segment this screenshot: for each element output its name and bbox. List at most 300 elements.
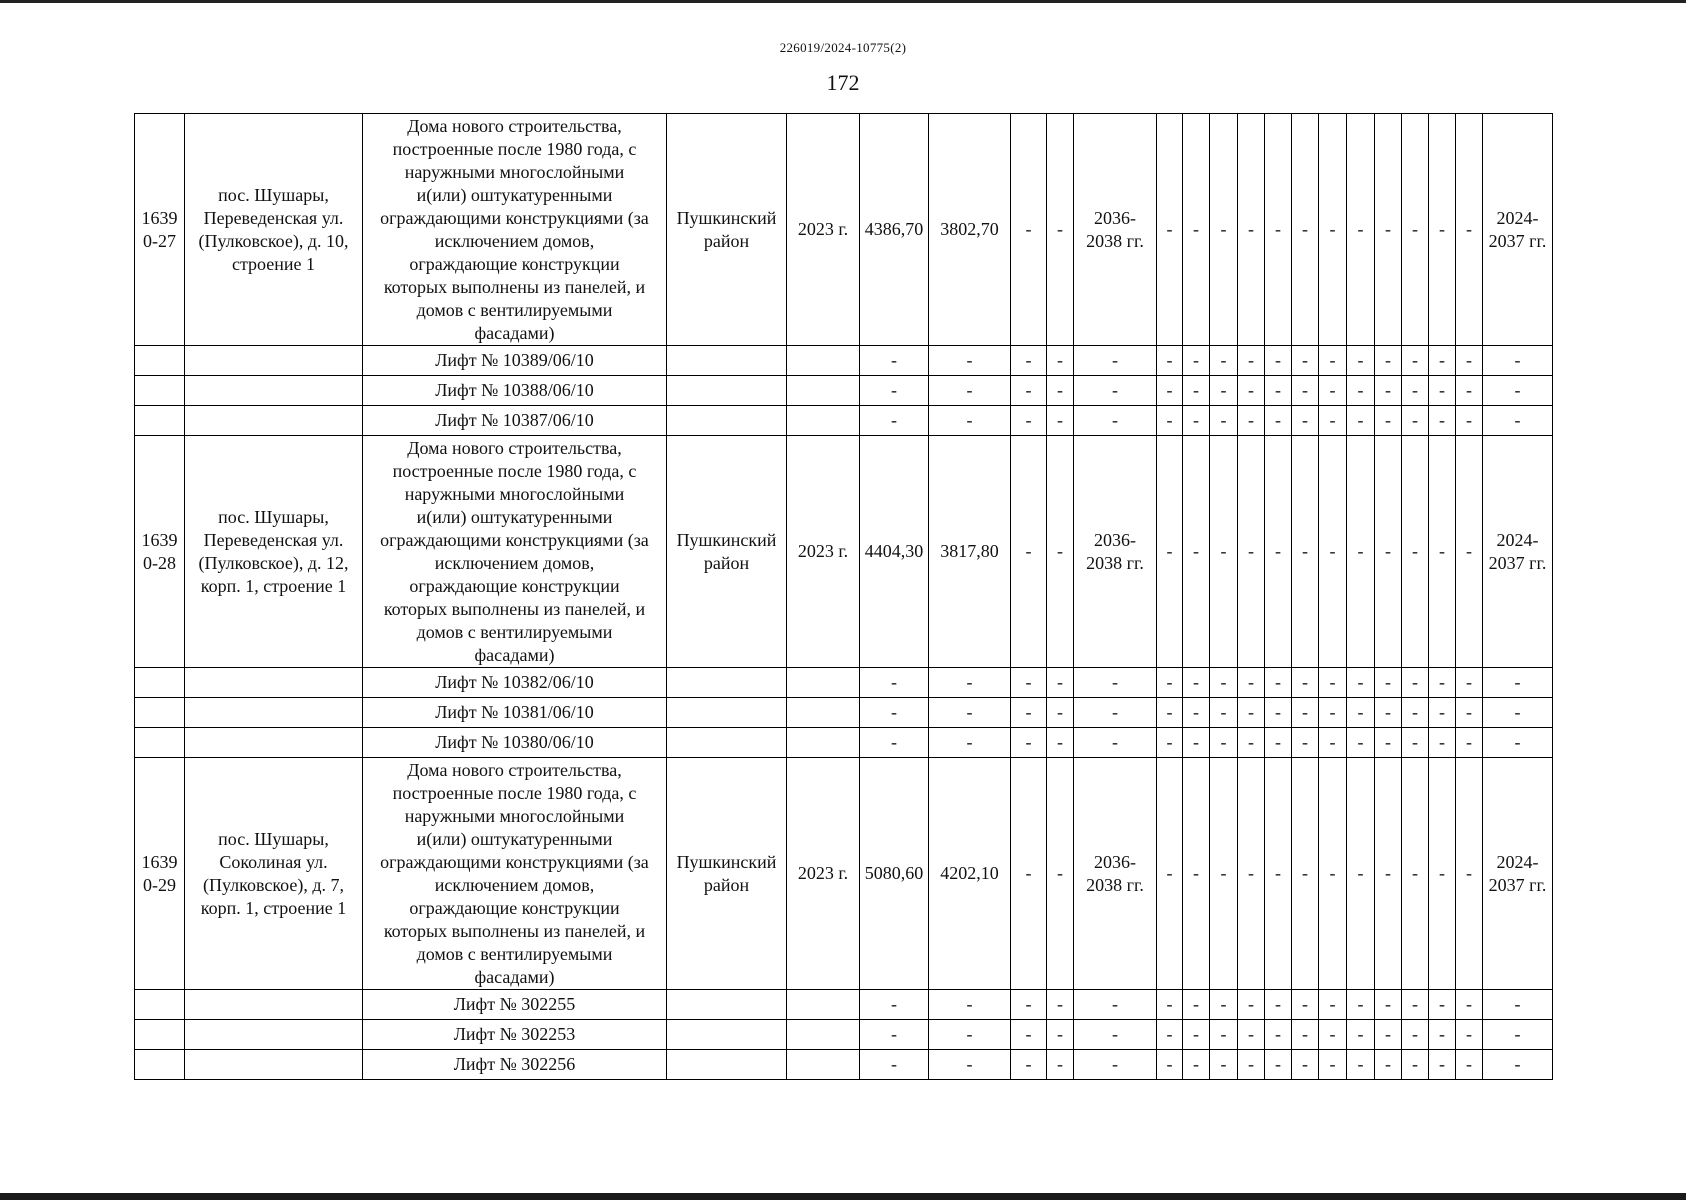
repair-term-line: 2038 гг. bbox=[1086, 552, 1144, 573]
dash-cell: - bbox=[1210, 346, 1238, 376]
dash-cell: - bbox=[1210, 698, 1238, 728]
building-address bbox=[185, 758, 363, 990]
dash-cell: - bbox=[1157, 114, 1183, 346]
dash-cell: - bbox=[1074, 346, 1157, 376]
dash-cell: - bbox=[1429, 346, 1456, 376]
building-description bbox=[363, 436, 667, 668]
building-district bbox=[667, 114, 787, 346]
dash-cell: - bbox=[1402, 436, 1429, 668]
empty-cell bbox=[787, 1020, 860, 1050]
building-living-area: 3817,80 bbox=[929, 436, 1011, 668]
building-address-line: Соколиная ул. bbox=[219, 851, 328, 872]
lift-row bbox=[135, 376, 1553, 406]
dash-cell: - bbox=[1402, 1050, 1429, 1080]
lift-row bbox=[135, 1020, 1553, 1050]
dash-cell: - bbox=[1292, 1050, 1319, 1080]
dash-cell: - bbox=[1183, 758, 1210, 990]
dash-cell: - bbox=[1483, 698, 1553, 728]
building-living-area: 4202,10 bbox=[929, 758, 1011, 990]
dash-cell: - bbox=[1157, 346, 1183, 376]
dash-cell: - bbox=[860, 1050, 929, 1080]
dash-cell: - bbox=[1319, 668, 1347, 698]
empty-cell bbox=[787, 346, 860, 376]
building-description bbox=[363, 114, 667, 346]
building-plan-term bbox=[1483, 758, 1553, 990]
building-id-line: 1639 bbox=[141, 529, 178, 550]
dash-cell: - bbox=[1011, 406, 1047, 436]
lift-name: Лифт № 302255 bbox=[363, 990, 667, 1020]
dash-cell: - bbox=[1347, 1020, 1375, 1050]
repair-term-line: 2036- bbox=[1094, 529, 1136, 550]
building-description-line: и(или) оштукатуренными bbox=[416, 184, 613, 205]
scan-top-edge bbox=[0, 0, 1686, 3]
dash-cell: - bbox=[1347, 346, 1375, 376]
lift-row bbox=[135, 668, 1553, 698]
dash-cell: - bbox=[1047, 1020, 1074, 1050]
building-district-line: район bbox=[703, 230, 750, 251]
dash-cell: - bbox=[1319, 436, 1347, 668]
lift-row bbox=[135, 728, 1553, 758]
dash-cell: - bbox=[1074, 376, 1157, 406]
dash-cell: - bbox=[1074, 728, 1157, 758]
building-address-line: пос. Шушары, bbox=[218, 828, 329, 849]
building-district-line: район bbox=[703, 552, 750, 573]
plan-term-line: 2037 гг. bbox=[1488, 874, 1547, 895]
dash-cell: - bbox=[1292, 346, 1319, 376]
building-plan-term bbox=[1483, 436, 1553, 668]
dash-cell: - bbox=[1011, 668, 1047, 698]
plan-term-line: 2037 гг. bbox=[1488, 230, 1547, 251]
dash-cell: - bbox=[1456, 1020, 1483, 1050]
dash-cell: - bbox=[1265, 346, 1292, 376]
building-description-line: наружными многослойными bbox=[404, 483, 625, 504]
empty-cell bbox=[185, 346, 363, 376]
dash-cell: - bbox=[1347, 668, 1375, 698]
building-id bbox=[135, 436, 185, 668]
building-description-line: ограждающими конструкциями (за bbox=[380, 851, 649, 872]
dash-cell: - bbox=[1456, 990, 1483, 1020]
building-address-line: пос. Шушары, bbox=[218, 506, 329, 527]
dash-cell: - bbox=[1429, 698, 1456, 728]
building-description-line: построенные после 1980 года, с bbox=[392, 460, 637, 481]
empty-cell bbox=[185, 1020, 363, 1050]
empty-cell bbox=[135, 1020, 185, 1050]
dash-cell: - bbox=[1047, 990, 1074, 1020]
empty-cell bbox=[787, 406, 860, 436]
dash-cell: - bbox=[1047, 406, 1074, 436]
dash-cell: - bbox=[1456, 114, 1483, 346]
dash-cell: - bbox=[929, 728, 1011, 758]
building-description-line: которых выполнены из панелей, и bbox=[383, 276, 646, 297]
lift-name: Лифт № 10381/06/10 bbox=[363, 698, 667, 728]
building-description-line: домов с вентилируемыми bbox=[416, 299, 613, 320]
dash-cell: - bbox=[1429, 436, 1456, 668]
dash-cell: - bbox=[1375, 990, 1402, 1020]
dash-cell: - bbox=[1210, 114, 1238, 346]
dash-cell: - bbox=[1319, 406, 1347, 436]
dash-cell: - bbox=[1319, 114, 1347, 346]
dash-cell: - bbox=[1292, 436, 1319, 668]
building-plan-term bbox=[1483, 114, 1553, 346]
building-id-line: 0-29 bbox=[143, 874, 176, 895]
building-total-area: 5080,60 bbox=[860, 758, 929, 990]
dash-cell: - bbox=[1011, 1020, 1047, 1050]
empty-cell bbox=[787, 1050, 860, 1080]
dash-cell: - bbox=[1483, 1050, 1553, 1080]
repair-term-line: 2038 гг. bbox=[1086, 874, 1144, 895]
dash-cell: - bbox=[1375, 376, 1402, 406]
building-address-line: (Пулковское), д. 10, bbox=[198, 230, 349, 251]
dash-cell: - bbox=[1375, 1050, 1402, 1080]
building-description-line: исключением домов, bbox=[434, 230, 595, 251]
dash-cell: - bbox=[1210, 376, 1238, 406]
dash-cell: - bbox=[929, 990, 1011, 1020]
dash-cell: - bbox=[1238, 668, 1265, 698]
empty-cell bbox=[185, 698, 363, 728]
dash-cell: - bbox=[1157, 728, 1183, 758]
dash-cell: - bbox=[1183, 406, 1210, 436]
building-address bbox=[185, 436, 363, 668]
dash-cell: - bbox=[860, 376, 929, 406]
empty-cell bbox=[135, 698, 185, 728]
dash-cell: - bbox=[1011, 728, 1047, 758]
dash-cell: - bbox=[1265, 728, 1292, 758]
plan-term-line: 2024- bbox=[1496, 529, 1539, 550]
dash-cell: - bbox=[1047, 728, 1074, 758]
dash-cell: - bbox=[860, 406, 929, 436]
dash-cell: - bbox=[1210, 1050, 1238, 1080]
building-description-line: ограждающие конструкции bbox=[409, 575, 620, 596]
empty-cell bbox=[135, 406, 185, 436]
dash-cell: - bbox=[1074, 698, 1157, 728]
dash-cell: - bbox=[1292, 668, 1319, 698]
building-id bbox=[135, 114, 185, 346]
dash-cell: - bbox=[860, 668, 929, 698]
building-repair-term bbox=[1074, 114, 1157, 346]
dash-cell: - bbox=[1429, 114, 1456, 346]
building-address-line: (Пулковское), д. 12, bbox=[198, 552, 349, 573]
building-description-line: наружными многослойными bbox=[404, 161, 625, 182]
dash-cell: - bbox=[1183, 668, 1210, 698]
dash-cell: - bbox=[1210, 990, 1238, 1020]
dash-cell: - bbox=[1429, 376, 1456, 406]
dash-cell: - bbox=[1238, 990, 1265, 1020]
empty-cell bbox=[667, 406, 787, 436]
dash-cell: - bbox=[1375, 668, 1402, 698]
dash-cell: - bbox=[1238, 1050, 1265, 1080]
dash-cell: - bbox=[1347, 406, 1375, 436]
building-description-line: домов с вентилируемыми bbox=[416, 943, 613, 964]
dash-cell: - bbox=[1265, 436, 1292, 668]
building-description-line: ограждающими конструкциями (за bbox=[380, 207, 649, 228]
building-address-line: Переведенская ул. bbox=[203, 529, 344, 550]
building-description-line: построенные после 1980 года, с bbox=[392, 138, 637, 159]
building-district-line: Пушкинский bbox=[676, 207, 777, 228]
building-address bbox=[185, 114, 363, 346]
dash-cell: - bbox=[860, 1020, 929, 1050]
building-year: 2023 г. bbox=[787, 758, 860, 990]
dash-cell: - bbox=[1456, 346, 1483, 376]
dash-cell: - bbox=[1183, 346, 1210, 376]
empty-cell bbox=[185, 376, 363, 406]
building-total-area: 4386,70 bbox=[860, 114, 929, 346]
building-description-line: которых выполнены из панелей, и bbox=[383, 598, 646, 619]
dash-cell: - bbox=[929, 1050, 1011, 1080]
plan-term-line: 2037 гг. bbox=[1488, 552, 1547, 573]
dash-cell: - bbox=[1157, 406, 1183, 436]
building-description-line: ограждающими конструкциями (за bbox=[380, 529, 649, 550]
building-address-line: корп. 1, строение 1 bbox=[200, 897, 347, 918]
building-row bbox=[135, 758, 1553, 990]
dash-cell: - bbox=[1402, 376, 1429, 406]
repair-term-line: 2036- bbox=[1094, 851, 1136, 872]
building-description bbox=[363, 758, 667, 990]
empty-cell bbox=[135, 376, 185, 406]
dash-cell: - bbox=[1265, 990, 1292, 1020]
dash-cell: - bbox=[1319, 376, 1347, 406]
dash-cell: - bbox=[1265, 758, 1292, 990]
dash-cell: - bbox=[1347, 758, 1375, 990]
building-description-line: фасадами) bbox=[474, 322, 555, 343]
dash-cell: - bbox=[1429, 406, 1456, 436]
dash-cell: - bbox=[1375, 728, 1402, 758]
dash-cell: - bbox=[1292, 728, 1319, 758]
lift-row bbox=[135, 1050, 1553, 1080]
dash-cell: - bbox=[1011, 1050, 1047, 1080]
empty-cell bbox=[135, 668, 185, 698]
lift-name: Лифт № 10388/06/10 bbox=[363, 376, 667, 406]
building-year: 2023 г. bbox=[787, 114, 860, 346]
page-number: 172 bbox=[826, 70, 860, 95]
dash-cell: - bbox=[1265, 1020, 1292, 1050]
dash-cell: - bbox=[1238, 406, 1265, 436]
dash-cell: - bbox=[1011, 346, 1047, 376]
dash-cell: - bbox=[1047, 1050, 1074, 1080]
dash-cell: - bbox=[1047, 436, 1074, 668]
dash-cell: - bbox=[1265, 668, 1292, 698]
building-description-line: Дома нового строительства, bbox=[407, 115, 622, 136]
dash-cell: - bbox=[1319, 1050, 1347, 1080]
building-repair-term bbox=[1074, 436, 1157, 668]
dash-cell: - bbox=[1402, 1020, 1429, 1050]
dash-cell: - bbox=[1483, 406, 1553, 436]
lift-name: Лифт № 10389/06/10 bbox=[363, 346, 667, 376]
empty-cell bbox=[667, 346, 787, 376]
dash-cell: - bbox=[860, 728, 929, 758]
dash-cell: - bbox=[1375, 346, 1402, 376]
building-description-line: ограждающие конструкции bbox=[409, 897, 620, 918]
dash-cell: - bbox=[1238, 1020, 1265, 1050]
plan-term-line: 2024- bbox=[1496, 207, 1539, 228]
empty-cell bbox=[185, 668, 363, 698]
dash-cell: - bbox=[1047, 698, 1074, 728]
building-id bbox=[135, 758, 185, 990]
dash-cell: - bbox=[1047, 376, 1074, 406]
dash-cell: - bbox=[1238, 698, 1265, 728]
dash-cell: - bbox=[1238, 346, 1265, 376]
dash-cell: - bbox=[1483, 668, 1553, 698]
dash-cell: - bbox=[1483, 728, 1553, 758]
building-address-line: корп. 1, строение 1 bbox=[200, 575, 347, 596]
building-id-line: 0-28 bbox=[143, 552, 176, 573]
dash-cell: - bbox=[1074, 990, 1157, 1020]
dash-cell: - bbox=[1319, 1020, 1347, 1050]
building-description-line: фасадами) bbox=[474, 644, 555, 665]
building-description-line: которых выполнены из панелей, и bbox=[383, 920, 646, 941]
empty-cell bbox=[135, 728, 185, 758]
lift-row bbox=[135, 406, 1553, 436]
dash-cell: - bbox=[1402, 758, 1429, 990]
dash-cell: - bbox=[1319, 728, 1347, 758]
building-description-line: Дома нового строительства, bbox=[407, 759, 622, 780]
dash-cell: - bbox=[1238, 436, 1265, 668]
empty-cell bbox=[135, 990, 185, 1020]
dash-cell: - bbox=[1347, 990, 1375, 1020]
dash-cell: - bbox=[1011, 114, 1047, 346]
repair-term-line: 2036- bbox=[1094, 207, 1136, 228]
dash-cell: - bbox=[1074, 668, 1157, 698]
dash-cell: - bbox=[1265, 376, 1292, 406]
scan-bottom-edge bbox=[0, 1193, 1686, 1200]
dash-cell: - bbox=[1210, 406, 1238, 436]
dash-cell: - bbox=[1292, 758, 1319, 990]
dash-cell: - bbox=[1402, 698, 1429, 728]
building-description-line: Дома нового строительства, bbox=[407, 437, 622, 458]
building-id-line: 0-27 bbox=[143, 230, 176, 251]
dash-cell: - bbox=[1456, 758, 1483, 990]
dash-cell: - bbox=[1011, 436, 1047, 668]
building-description-line: ограждающие конструкции bbox=[409, 253, 620, 274]
dash-cell: - bbox=[1429, 1050, 1456, 1080]
dash-cell: - bbox=[1047, 346, 1074, 376]
dash-cell: - bbox=[1347, 698, 1375, 728]
dash-cell: - bbox=[1292, 114, 1319, 346]
building-description-line: домов с вентилируемыми bbox=[416, 621, 613, 642]
dash-cell: - bbox=[1183, 990, 1210, 1020]
dash-cell: - bbox=[1347, 1050, 1375, 1080]
dash-cell: - bbox=[1429, 728, 1456, 758]
lift-name: Лифт № 10380/06/10 bbox=[363, 728, 667, 758]
building-year: 2023 г. bbox=[787, 436, 860, 668]
dash-cell: - bbox=[1375, 698, 1402, 728]
empty-cell bbox=[667, 668, 787, 698]
empty-cell bbox=[787, 698, 860, 728]
dash-cell: - bbox=[1456, 436, 1483, 668]
dash-cell: - bbox=[1157, 668, 1183, 698]
dash-cell: - bbox=[1210, 1020, 1238, 1050]
empty-cell bbox=[185, 1050, 363, 1080]
dash-cell: - bbox=[1292, 990, 1319, 1020]
lift-name: Лифт № 10387/06/10 bbox=[363, 406, 667, 436]
building-district bbox=[667, 436, 787, 668]
dash-cell: - bbox=[1238, 758, 1265, 990]
dash-cell: - bbox=[1183, 728, 1210, 758]
dash-cell: - bbox=[1183, 114, 1210, 346]
building-description-line: построенные после 1980 года, с bbox=[392, 782, 637, 803]
housing-register-table bbox=[134, 113, 1553, 1080]
dash-cell: - bbox=[1157, 436, 1183, 668]
dash-cell: - bbox=[1429, 990, 1456, 1020]
dash-cell: - bbox=[1375, 114, 1402, 346]
building-address-line: пос. Шушары, bbox=[218, 184, 329, 205]
dash-cell: - bbox=[1157, 376, 1183, 406]
dash-cell: - bbox=[929, 346, 1011, 376]
dash-cell: - bbox=[1183, 1020, 1210, 1050]
building-id-line: 1639 bbox=[141, 851, 178, 872]
dash-cell: - bbox=[1456, 406, 1483, 436]
building-district-line: район bbox=[703, 874, 750, 895]
dash-cell: - bbox=[1210, 758, 1238, 990]
dash-cell: - bbox=[1011, 376, 1047, 406]
dash-cell: - bbox=[1483, 990, 1553, 1020]
dash-cell: - bbox=[1375, 436, 1402, 668]
dash-cell: - bbox=[1319, 346, 1347, 376]
dash-cell: - bbox=[929, 698, 1011, 728]
dash-cell: - bbox=[1319, 698, 1347, 728]
building-living-area: 3802,70 bbox=[929, 114, 1011, 346]
dash-cell: - bbox=[1347, 728, 1375, 758]
lift-row bbox=[135, 698, 1553, 728]
empty-cell bbox=[135, 1050, 185, 1080]
empty-cell bbox=[135, 346, 185, 376]
dash-cell: - bbox=[1183, 376, 1210, 406]
dash-cell: - bbox=[1210, 728, 1238, 758]
lift-name: Лифт № 302253 bbox=[363, 1020, 667, 1050]
dash-cell: - bbox=[1292, 698, 1319, 728]
empty-cell bbox=[667, 728, 787, 758]
building-address-line: (Пулковское), д. 7, bbox=[202, 874, 345, 895]
dash-cell: - bbox=[1347, 114, 1375, 346]
lift-name: Лифт № 10382/06/10 bbox=[363, 668, 667, 698]
dash-cell: - bbox=[1292, 1020, 1319, 1050]
dash-cell: - bbox=[1319, 758, 1347, 990]
dash-cell: - bbox=[1183, 436, 1210, 668]
empty-cell bbox=[667, 376, 787, 406]
document-number: 226019/2024-10775(2) bbox=[779, 40, 907, 55]
dash-cell: - bbox=[929, 1020, 1011, 1050]
lift-row bbox=[135, 346, 1553, 376]
dash-cell: - bbox=[1157, 990, 1183, 1020]
dash-cell: - bbox=[1402, 668, 1429, 698]
dash-cell: - bbox=[1265, 1050, 1292, 1080]
dash-cell: - bbox=[1402, 114, 1429, 346]
dash-cell: - bbox=[1074, 406, 1157, 436]
dash-cell: - bbox=[1157, 758, 1183, 990]
dash-cell: - bbox=[1238, 376, 1265, 406]
dash-cell: - bbox=[1375, 406, 1402, 436]
dash-cell: - bbox=[1429, 1020, 1456, 1050]
dash-cell: - bbox=[929, 406, 1011, 436]
dash-cell: - bbox=[1483, 346, 1553, 376]
repair-term-line: 2038 гг. bbox=[1086, 230, 1144, 251]
dash-cell: - bbox=[1429, 758, 1456, 990]
dash-cell: - bbox=[1402, 406, 1429, 436]
building-description-line: и(или) оштукатуренными bbox=[416, 506, 613, 527]
dash-cell: - bbox=[1157, 698, 1183, 728]
dash-cell: - bbox=[860, 346, 929, 376]
dash-cell: - bbox=[1157, 1050, 1183, 1080]
plan-term-line: 2024- bbox=[1496, 851, 1539, 872]
building-district bbox=[667, 758, 787, 990]
empty-cell bbox=[185, 406, 363, 436]
dash-cell: - bbox=[1456, 376, 1483, 406]
dash-cell: - bbox=[1319, 990, 1347, 1020]
building-row bbox=[135, 436, 1553, 668]
empty-cell bbox=[787, 376, 860, 406]
dash-cell: - bbox=[1456, 728, 1483, 758]
dash-cell: - bbox=[1265, 114, 1292, 346]
building-description-line: исключением домов, bbox=[434, 552, 595, 573]
